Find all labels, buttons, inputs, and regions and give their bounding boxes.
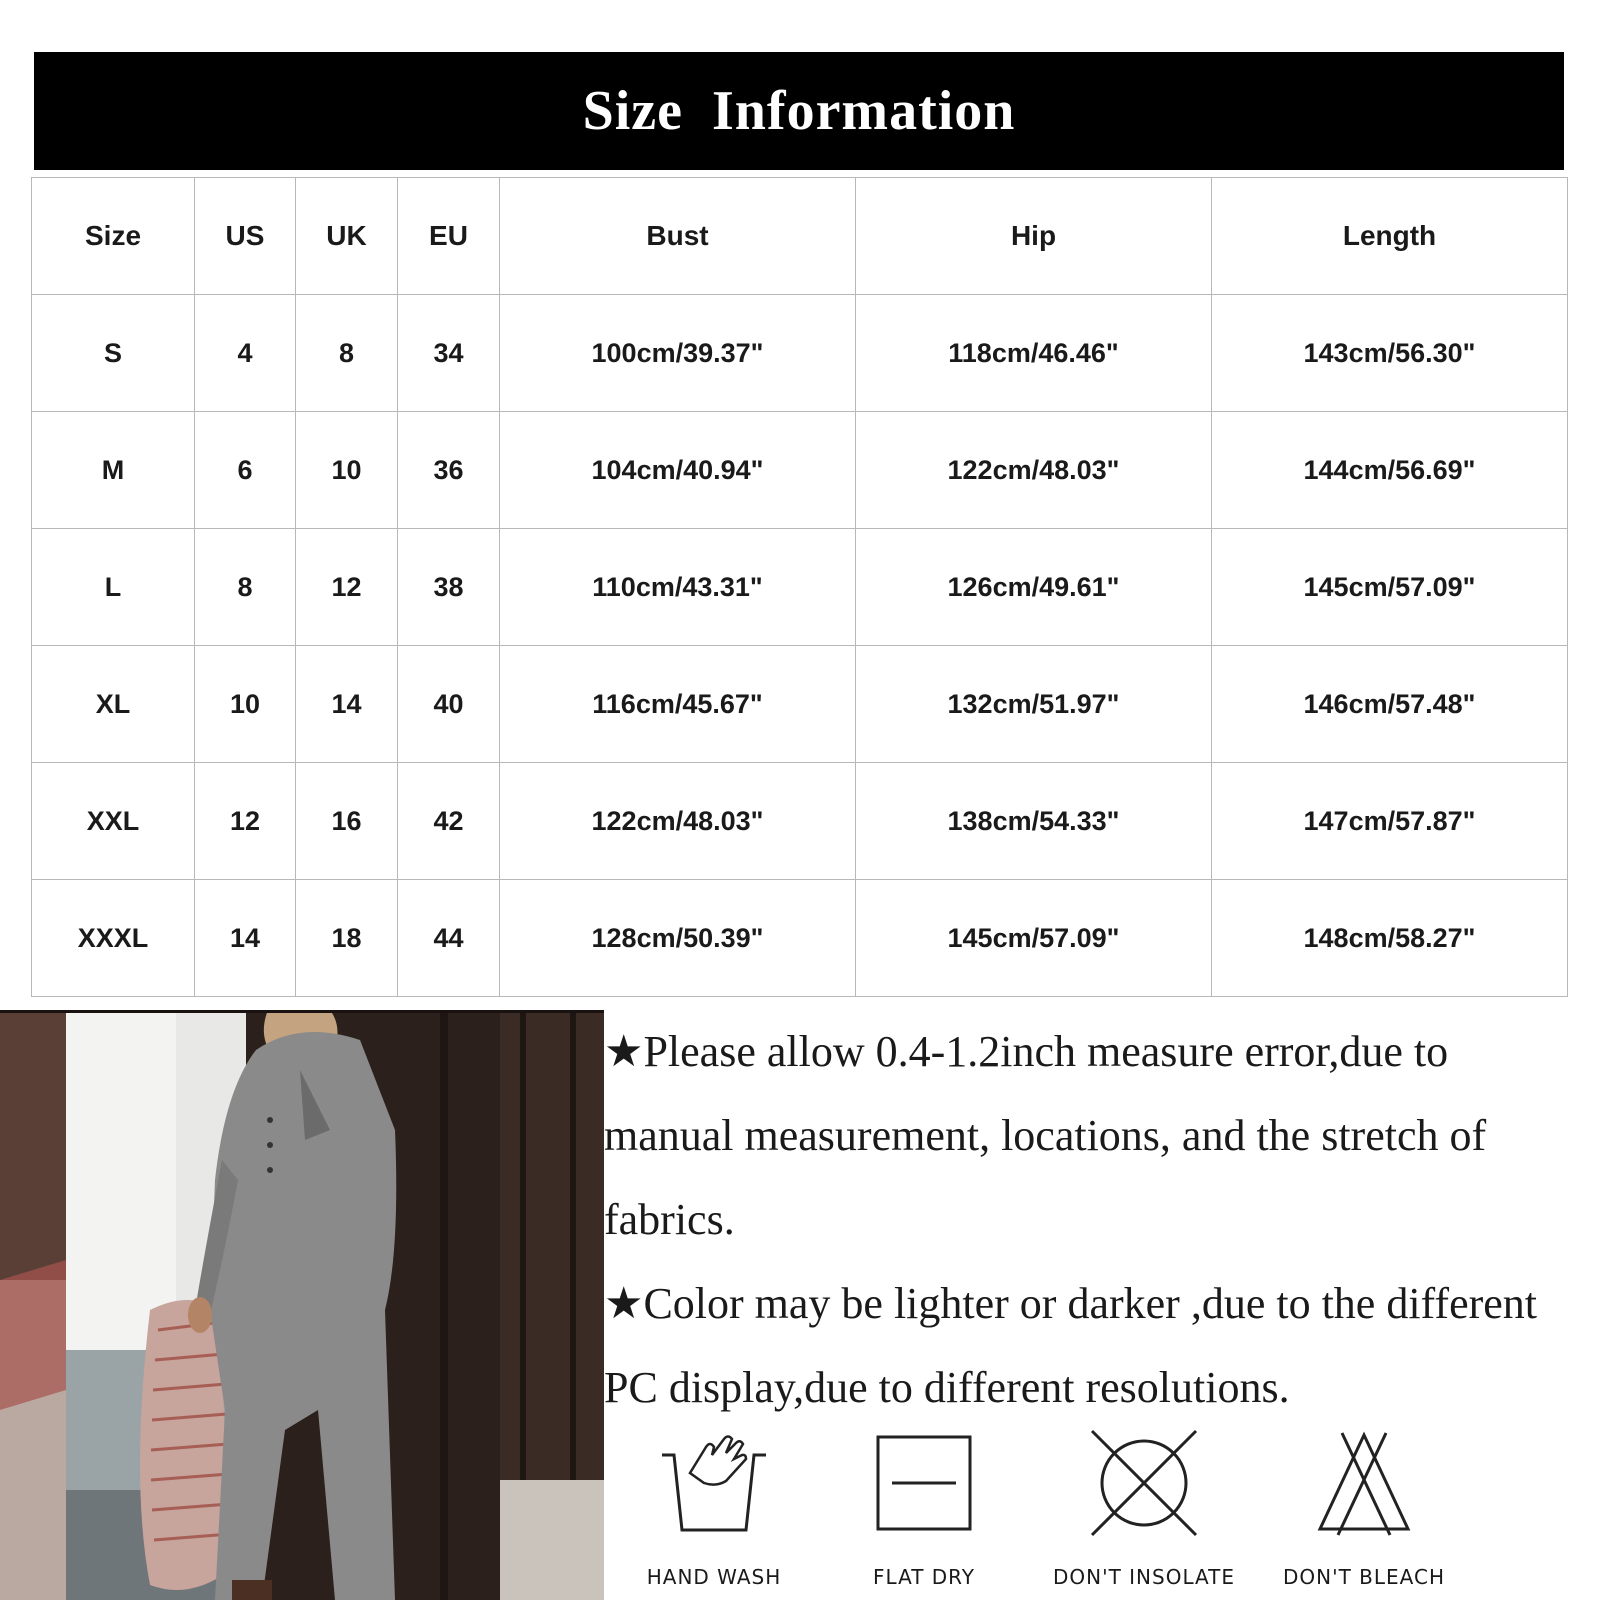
care-flat-dry: [814, 1425, 1034, 1600]
cell-us: 14: [195, 880, 296, 997]
cell-uk: 14: [296, 646, 398, 763]
care-label-hand-wash: HAND WASH: [646, 1565, 782, 1589]
note-color-difference: ★Color may be lighter or darker ,due to the different PC display,due to different resolutions.: [604, 1279, 1538, 1412]
hand-wash-icon: [654, 1425, 774, 1540]
cell-bust: 128cm/50.39": [500, 880, 856, 997]
cell-us: 4: [195, 295, 296, 412]
note-measure-error: ★Please allow 0.4-1.2inch measure error,due to manual measurement, locations, and the stretch of fabrics.: [604, 1027, 1487, 1244]
cell-length: 147cm/57.87": [1212, 763, 1568, 880]
table-row: [32, 763, 1568, 880]
care-label-dont-insolate: DON'T INSOLATE: [1052, 1565, 1236, 1589]
cell-length: 143cm/56.30": [1212, 295, 1568, 412]
notes-section: [604, 1010, 1544, 1430]
cell-us: 10: [195, 646, 296, 763]
cell-uk: 10: [296, 412, 398, 529]
care-hand-wash: [604, 1425, 824, 1600]
cell-size: XXL: [32, 763, 195, 880]
care-instructions: [604, 1425, 1544, 1600]
header-us: US: [195, 178, 296, 295]
model-photo: [0, 1010, 604, 1600]
cell-us: 12: [195, 763, 296, 880]
care-label-flat-dry: FLAT DRY: [872, 1565, 976, 1589]
cell-eu: 44: [398, 880, 500, 997]
header-hip: Hip: [856, 178, 1212, 295]
cell-hip: 126cm/49.61": [856, 529, 1212, 646]
cell-hip: 145cm/57.09": [856, 880, 1212, 997]
cell-length: 146cm/57.48": [1212, 646, 1568, 763]
cell-uk: 16: [296, 763, 398, 880]
size-chart-table: [31, 177, 1568, 997]
cell-uk: 18: [296, 880, 398, 997]
cell-uk: 12: [296, 529, 398, 646]
header-size: Size: [32, 178, 195, 295]
header-bust: Bust: [500, 178, 856, 295]
cell-length: 145cm/57.09": [1212, 529, 1568, 646]
table-header-row: [32, 178, 1568, 295]
dont-insolate-icon: [1084, 1425, 1204, 1540]
care-dont-insolate: [1034, 1425, 1254, 1600]
table-row: [32, 295, 1568, 412]
cell-eu: 40: [398, 646, 500, 763]
cell-bust: 110cm/43.31": [500, 529, 856, 646]
cell-bust: 116cm/45.67": [500, 646, 856, 763]
header-length: Length: [1212, 178, 1568, 295]
cell-hip: 132cm/51.97": [856, 646, 1212, 763]
cell-length: 148cm/58.27": [1212, 880, 1568, 997]
table-row: [32, 646, 1568, 763]
cell-size: XL: [32, 646, 195, 763]
cell-size: L: [32, 529, 195, 646]
cell-eu: 38: [398, 529, 500, 646]
cell-us: 6: [195, 412, 296, 529]
page-title: Size Information: [582, 80, 1016, 142]
table-row: [32, 529, 1568, 646]
header-eu: EU: [398, 178, 500, 295]
title-banner: [34, 52, 1564, 170]
cell-hip: 122cm/48.03": [856, 412, 1212, 529]
cell-hip: 138cm/54.33": [856, 763, 1212, 880]
cell-uk: 8: [296, 295, 398, 412]
cell-length: 144cm/56.69": [1212, 412, 1568, 529]
cell-eu: 36: [398, 412, 500, 529]
header-uk: UK: [296, 178, 398, 295]
care-label-dont-bleach: DON'T BLEACH: [1282, 1565, 1445, 1589]
cell-size: M: [32, 412, 195, 529]
cell-us: 8: [195, 529, 296, 646]
cell-size: S: [32, 295, 195, 412]
table-row: [32, 880, 1568, 997]
dont-bleach-icon: [1304, 1425, 1424, 1540]
cell-bust: 122cm/48.03": [500, 763, 856, 880]
table-row: [32, 412, 1568, 529]
cell-eu: 42: [398, 763, 500, 880]
cell-size: XXXL: [32, 880, 195, 997]
cell-hip: 118cm/46.46": [856, 295, 1212, 412]
cell-eu: 34: [398, 295, 500, 412]
cell-bust: 104cm/40.94": [500, 412, 856, 529]
care-dont-bleach: [1254, 1425, 1474, 1600]
flat-dry-icon: [864, 1425, 984, 1540]
cell-bust: 100cm/39.37": [500, 295, 856, 412]
